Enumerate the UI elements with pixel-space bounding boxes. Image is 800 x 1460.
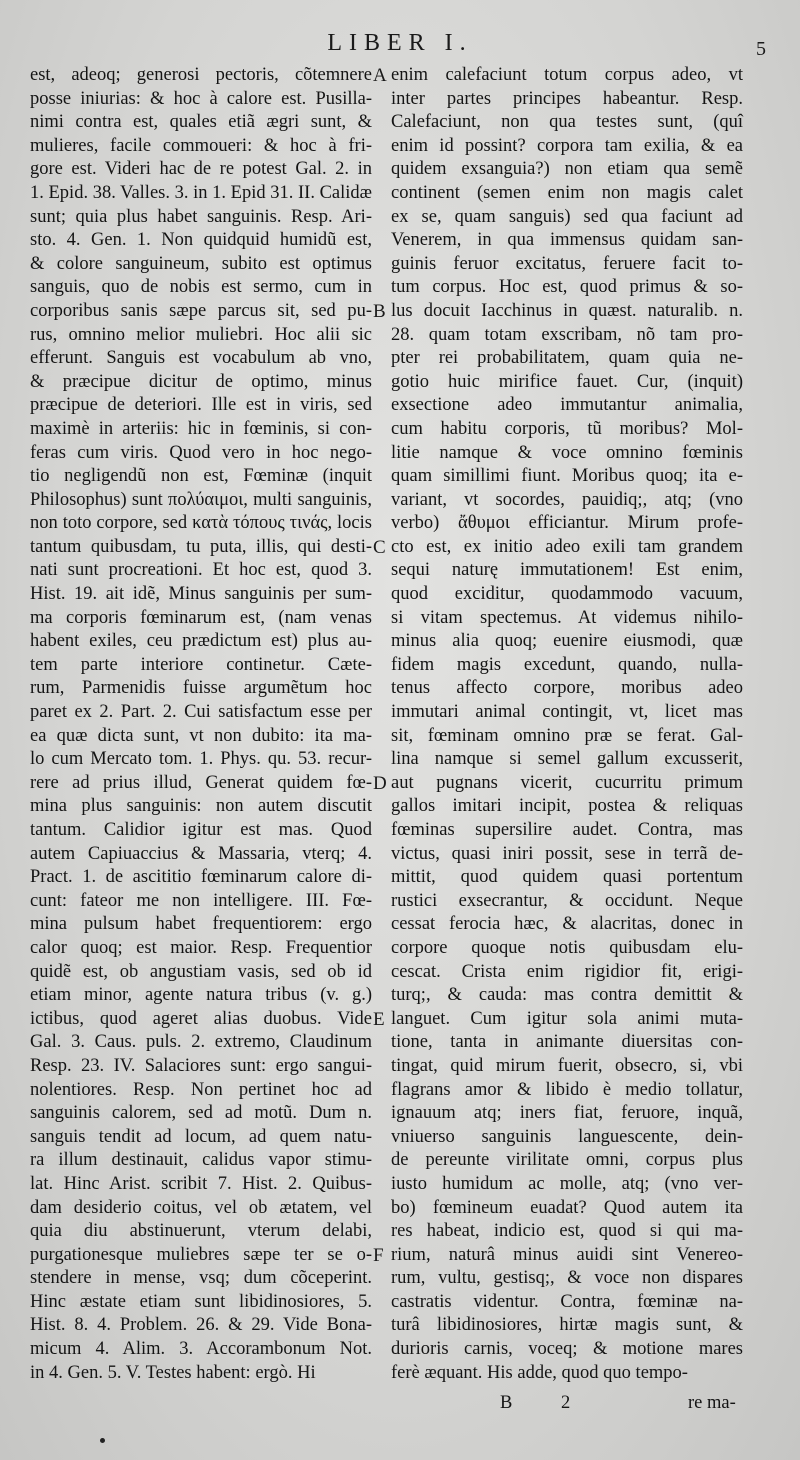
text-line: exsectione adeo immutantur animalia, bbox=[391, 395, 743, 416]
text-line: non toto corpore, sed κατὰ τόπους τινάς, locis bbox=[30, 513, 372, 534]
text-line: lat. Hinc Arist. scribit 7. Hist. 2. Quibus- bbox=[30, 1173, 372, 1194]
text-line: iusto humidum ac molle, atq; (vno ver- bbox=[391, 1173, 743, 1194]
text-line: lina namque si semel gallum excusserit, bbox=[391, 749, 743, 770]
text-line: tingat, quid mirum fuerit, obsecro, si, vbi bbox=[391, 1055, 743, 1076]
text-line: turâ libidinosiores, hirtæ magis sunt, & bbox=[391, 1315, 743, 1336]
margin-letter: B bbox=[373, 301, 386, 322]
text-line: autem Capiuaccius & Massaria, vterq; 4. bbox=[30, 843, 372, 864]
text-line: Calefaciunt, non qua testes sunt, (quî bbox=[391, 112, 743, 133]
text-line: cto est, ex initio adeo exili tam grandem bbox=[391, 536, 743, 557]
text-line: tione, tanta in animante diuersitas con- bbox=[391, 1032, 743, 1053]
margin-letter: C bbox=[373, 537, 386, 558]
text-line: ferè æquant. His adde, quod quo tempo- bbox=[391, 1362, 688, 1383]
page-number: 5 bbox=[756, 38, 766, 60]
text-line: quidem exsanguia?) non etiam qua semẽ bbox=[391, 159, 743, 180]
text-line: nati sunt procreationi. Et hoc est, quod 3. bbox=[30, 560, 372, 581]
text-line: micum 4. Alim. 3. Accorambonum Not. bbox=[30, 1339, 372, 1360]
text-line: mina pulsum habet frequentiorem: ergo bbox=[30, 914, 372, 935]
text-line: litie namque & voce omnino fœminis bbox=[391, 442, 743, 463]
text-line: ma corporis fœminarum est, (nam venas bbox=[30, 607, 372, 628]
text-line: Venerem, in qua immensus quidam san- bbox=[391, 230, 743, 251]
text-line: res habeat, indicio est, quod si qui ma- bbox=[391, 1221, 743, 1242]
text-line: rere ad prius illud, Generat quidem fœ- bbox=[30, 772, 372, 793]
text-line: tum corpus. Hoc est, quod primus & so- bbox=[391, 277, 743, 298]
text-line: Gal. 3. Caus. puls. 2. extremo, Claudinum bbox=[30, 1032, 372, 1053]
text-line: sit, fœminam omnino præ se ferat. Gal- bbox=[391, 725, 743, 746]
text-line: mittit, quod quidem quasi portentum bbox=[391, 867, 743, 888]
text-line: cescat. Crista enim rigidior fit, erigi- bbox=[391, 961, 743, 982]
text-line: fœminas supersilire audet. Contra, mas bbox=[391, 820, 743, 840]
margin-letter: D bbox=[373, 773, 387, 794]
text-line: etiam minor, agente natura tribus (v. g.) bbox=[30, 985, 372, 1006]
text-line: cum habitu corporis, tũ moribus? Mol- bbox=[391, 418, 743, 439]
text-line: sequi naturę immutationem! Est enim, bbox=[391, 560, 743, 581]
text-line: sanguis, quo de nobis est sermo, cum in bbox=[30, 277, 372, 298]
text-line: est, adeoq; generosi pectoris, cõtemnere bbox=[30, 65, 372, 85]
text-line: sanguinis calorem, sed ad motũ. Dum n. bbox=[30, 1103, 372, 1124]
text-line: castratis videntur. Contra, fœminæ na- bbox=[391, 1291, 743, 1312]
text-line: Pract. 1. de ascititio fœminarum calore di- bbox=[30, 867, 372, 888]
text-line: rium, naturâ minus auidi sint Venereo- bbox=[391, 1244, 743, 1265]
text-line: gotio huic mirifice fauet. Cur, (inquit) bbox=[391, 371, 743, 392]
text-line: ignauum atq; iners fiat, feruore, inquã, bbox=[391, 1103, 743, 1124]
text-line: posse iniurias: & hoc à calore est. Pusilla- bbox=[30, 88, 372, 109]
text-line: de pereunte virilitate omni, corpus plus bbox=[391, 1150, 743, 1171]
text-line: paret ex 2. Part. 2. Cui satisfactum esse per bbox=[30, 702, 372, 723]
text-line: maximè in arteriis: hic in fœminis, si con- bbox=[30, 418, 372, 439]
text-line: corporibus sanis sæpe parcus sit, sed pu- bbox=[30, 300, 372, 321]
text-line: rum, Parmenidis fuisse argumẽtum hoc bbox=[30, 678, 372, 699]
text-line: bo) fœmineum euadat? Quod autem ita bbox=[391, 1197, 743, 1218]
text-line: Hist. 8. 4. Problem. 26. & 29. Vide Bona- bbox=[30, 1315, 372, 1336]
text-line: inter partes principes habeantur. Resp. bbox=[391, 88, 743, 109]
text-line: in 4. Gen. 5. V. Testes habent: ergò. Hi bbox=[30, 1362, 316, 1383]
text-line: rus, omnino melior muliebri. Hoc alii sic bbox=[30, 324, 372, 345]
text-line: ex se, quam sanguis) sed qua faciunt ad bbox=[391, 206, 743, 227]
margin-letter: F bbox=[373, 1245, 384, 1266]
text-line: feras cum viris. Quod vero in hoc nego- bbox=[30, 442, 372, 463]
text-line: flagrans amor & libido è medio tollatur, bbox=[391, 1079, 743, 1100]
text-line: sto. 4. Gen. 1. Non quidquid humidũ est, bbox=[30, 230, 372, 251]
text-line: mulieres, facile commoueri: & hoc à fri- bbox=[30, 135, 372, 156]
text-line: immutari animal contingit, vt, licet mas bbox=[391, 702, 743, 723]
text-line: ea quæ dicta sunt, vt non dubito: ita ma- bbox=[30, 725, 372, 746]
text-line: languet. Cum igitur sola animi muta- bbox=[391, 1008, 743, 1029]
text-line: aut pugnans vicerit, cucurritu primum bbox=[391, 772, 743, 793]
text-line: gallos imitari incipit, postea & reliquas bbox=[391, 796, 743, 817]
text-line: tem parte interiore continetur. Cæte- bbox=[30, 654, 372, 675]
text-line: efferunt. Sanguis est vocabulum ab vno, bbox=[30, 348, 372, 369]
text-line: quam simillimi fiunt. Moribus quoq; ita e- bbox=[391, 466, 743, 487]
text-line: & colore sanguineum, subito est optimus bbox=[30, 253, 372, 274]
text-line: rum, vultu, gestisq;, & voce non dispares bbox=[391, 1268, 743, 1289]
text-line: quidẽ est, ob angustiam vasis, sed ob id bbox=[30, 961, 372, 982]
text-line: lus docuit Iacchinus in quæst. naturalib. n. bbox=[391, 300, 743, 321]
text-line: turq;, & cauda: mas contra demittit & bbox=[391, 985, 743, 1006]
text-line: victus, quasi iniri possit, sese in terrã de- bbox=[391, 843, 743, 864]
text-line: & præcipue dicitur de optimo, minus bbox=[30, 371, 372, 392]
text-line: quia diu abstinuerunt, vterum delabi, bbox=[30, 1221, 372, 1242]
text-line: rustici exsecrantur, & occidunt. Neque bbox=[391, 890, 743, 911]
text-line: corpore quoque notis quibusdam elu- bbox=[391, 937, 743, 958]
text-line: quod exciditur, quodammodo vacuum, bbox=[391, 584, 743, 605]
text-line: nolentiores. Resp. Non pertinet hoc ad bbox=[30, 1079, 372, 1100]
ink-speck bbox=[100, 1438, 105, 1443]
text-line: sunt; quia plus habet sanguinis. Resp. Ari- bbox=[30, 206, 372, 227]
margin-letter: E bbox=[373, 1009, 385, 1030]
text-line: gore est. Videri hac de re potest Gal. 2. in bbox=[30, 159, 372, 180]
text-line: cunt: fateor me non intelligere. III. Fœ- bbox=[30, 890, 372, 911]
text-line: lo cum Mercato tom. 1. Phys. qu. 53. recur- bbox=[30, 749, 372, 770]
text-line: purgationesque muliebres sæpe ter se o- bbox=[30, 1244, 372, 1265]
text-line: enim calefaciunt totum corpus adeo, vt bbox=[391, 65, 743, 85]
text-line: dam desiderio coitus, vel ob ætatem, vel bbox=[30, 1197, 372, 1218]
text-line: sanguis tendit ad locum, ad quem natu- bbox=[30, 1126, 372, 1147]
text-line: stendere in mense, vsq; dum cõceperint. bbox=[30, 1268, 372, 1289]
text-line: continent (semen enim non magis calet bbox=[391, 182, 743, 203]
text-line: durioris carnis, voceq; & motione mares bbox=[391, 1339, 743, 1360]
left-text-column bbox=[30, 64, 372, 1385]
text-line: vniuerso sanguinis languescente, dein- bbox=[391, 1126, 743, 1147]
text-line: tenus affecto corpore, moribus adeo bbox=[391, 678, 743, 699]
text-line: tantum. Calidior igitur est mas. Quod bbox=[30, 820, 372, 840]
text-line: minus alia quoq; euenire eiusmodi, quæ bbox=[391, 631, 743, 652]
text-line: tantum quibusdam, tu puta, illis, qui desti- bbox=[30, 536, 372, 557]
text-line: enim id possint? corpora tam exilia, & ea bbox=[391, 135, 743, 156]
text-line: variant, vt socordes, pauidiq;, atq; (vno bbox=[391, 489, 743, 510]
text-line: Hinc æstate etiam sunt libidinosiores, 5. bbox=[30, 1291, 372, 1312]
text-line: Philosophus) sunt πολύαιμοι, multi sanguinis, bbox=[30, 489, 372, 510]
text-line: verbo) ἄθυμοι efficiantur. Mirum profe- bbox=[391, 513, 743, 534]
text-line: mina plus sanguinis: non autem discutit bbox=[30, 796, 372, 817]
catchword: re ma- bbox=[688, 1393, 736, 1413]
margin-letter: A bbox=[373, 65, 387, 86]
right-text-column bbox=[391, 64, 743, 1385]
text-line: Resp. 23. IV. Salaciores sunt: ergo sangui- bbox=[30, 1055, 372, 1076]
text-line: pter rei probabilitatem, quam quia ne- bbox=[391, 348, 743, 369]
text-line: ictibus, quod ageret alias duobus. Vide bbox=[30, 1008, 372, 1029]
text-line: 28. quam totam exscribam, nõ tam pro- bbox=[391, 324, 743, 345]
running-head: LIBER I. bbox=[327, 30, 473, 56]
text-line: guinis feruor excitatus, feruere facit to- bbox=[391, 253, 743, 274]
text-line: tio negligendũ non est, Fœminæ (inquit bbox=[30, 466, 372, 487]
text-line: Hist. 19. ait idẽ, Minus sanguinis per sum- bbox=[30, 584, 372, 605]
text-line: præcipue de deteriori. Ille est in viris, sed bbox=[30, 395, 372, 416]
text-line: habent exiles, ceu prædictum est) plus au- bbox=[30, 631, 372, 652]
signature-mark: B 2 bbox=[500, 1393, 593, 1413]
text-line: ra illum destinauit, calidus vapor stimu- bbox=[30, 1150, 372, 1171]
text-line: fidem magis excedunt, quando, nulla- bbox=[391, 654, 743, 675]
text-line: cessat ferocia hæc, & alacritas, donec in bbox=[391, 914, 743, 935]
text-line: nimi contra est, quales etiã ægri sunt, & bbox=[30, 112, 372, 133]
text-line: calor quoq; est maior. Resp. Frequentior bbox=[30, 937, 372, 958]
text-line: si vitam spectemus. At videmus nihilo- bbox=[391, 607, 743, 628]
text-line: 1. Epid. 38. Valles. 3. in 1. Epid 31. II. Calidæ bbox=[30, 182, 372, 203]
